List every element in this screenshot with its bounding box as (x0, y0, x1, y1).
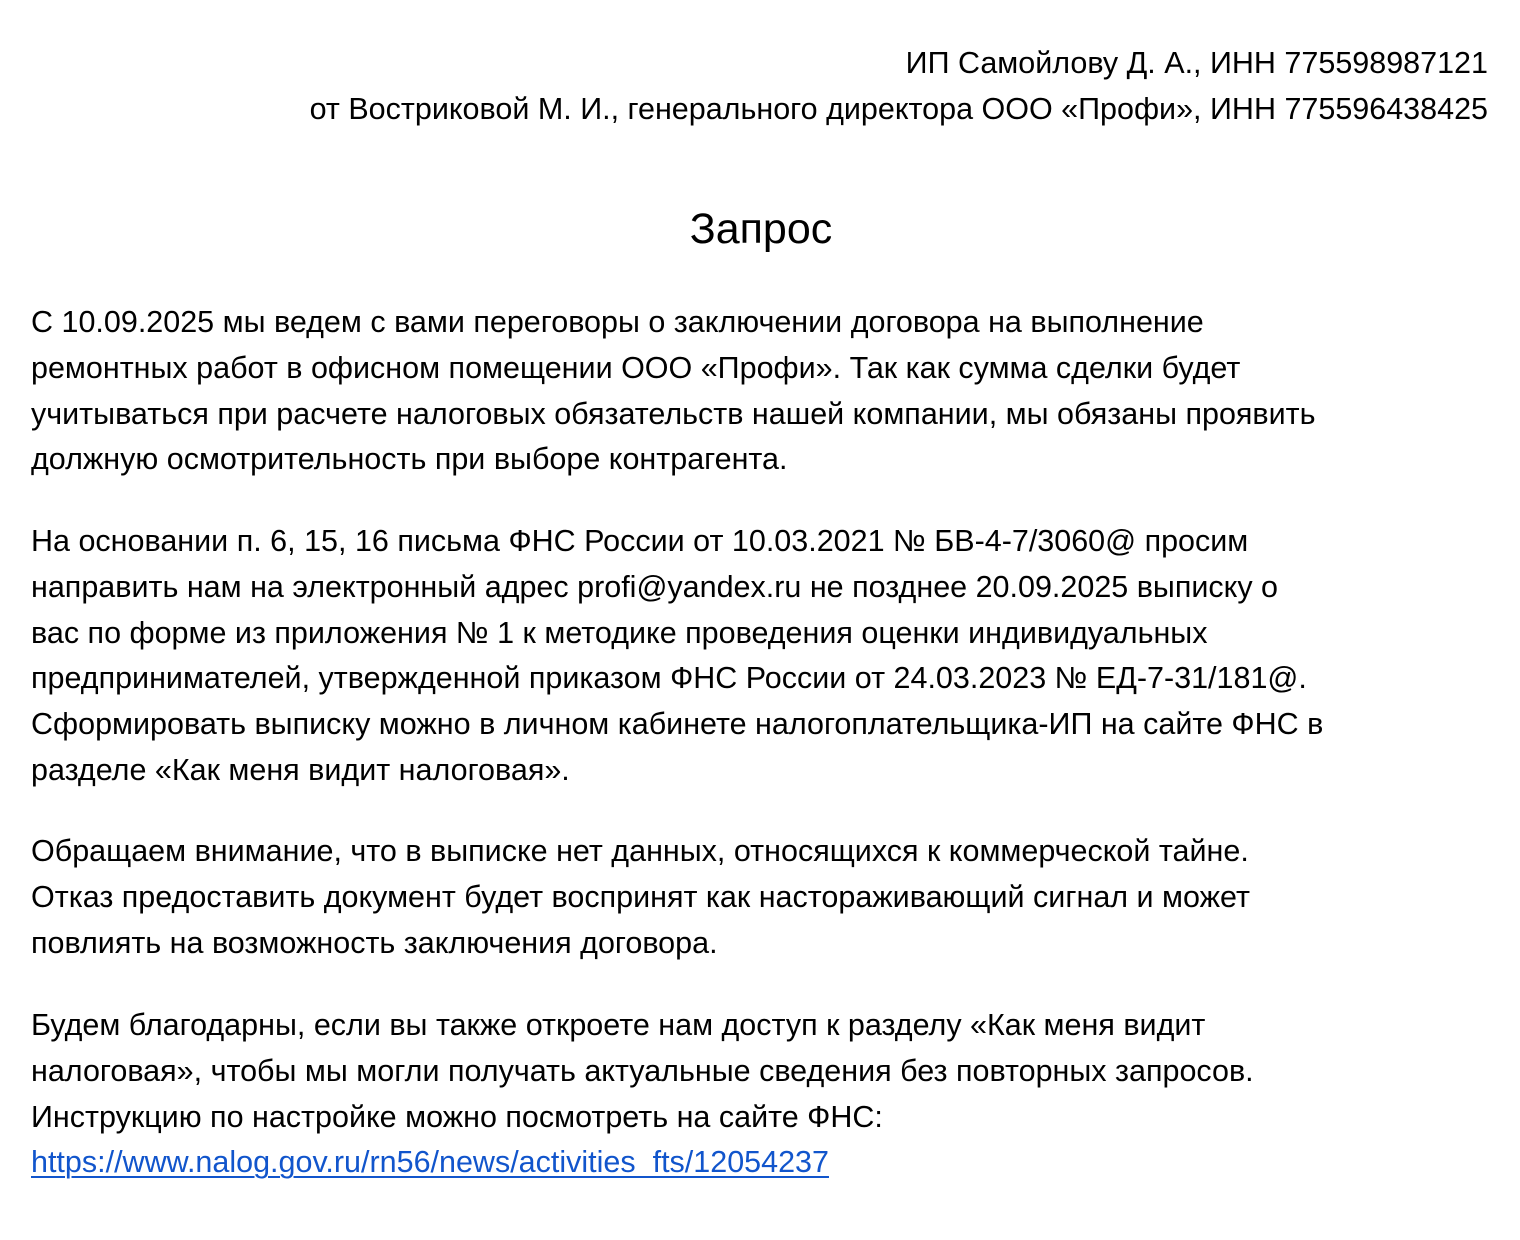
text-line: направить нам на электронный адрес profi@yandex.ru не позднее 20.09.2025 выписку о (31, 569, 1279, 604)
text-line: С 10.09.2025 мы ведем с вами переговоры о заключении договора на выполнение (31, 305, 1204, 339)
text-line: Обращаем внимание, что в выписке нет данных, относящихся к коммерческой тайне. (31, 834, 1249, 868)
sender-line: от Востриковой М. И., генерального директора ООО «Профи», ИНН 775596438425 (309, 92, 1488, 126)
link-line (31, 1140, 1491, 1186)
text-line: должную осмотрительность при выборе контрагента. (31, 442, 788, 477)
recipient-line: ИП Самойлову Д. А., ИНН 775598987121 (905, 46, 1488, 80)
paragraph-request (31, 519, 1491, 794)
text-line: Будем благодарны, если вы также откроете нам доступ к разделу «Как меня видит (31, 1008, 1206, 1042)
text-line: повлиять на возможность заключения договора. (31, 925, 718, 960)
fns-instruction-link[interactable]: https://www.nalog.gov.ru/rn56/news/activities_fts/12054237 (31, 1145, 829, 1180)
text-line: На основании п. 6, 15, 16 письма ФНС России от 10.03.2021 № БВ-4-7/3060@ просим (31, 524, 1249, 558)
text-line: вас по форме из приложения № 1 к методике проведения оценки индивидуальных (31, 615, 1208, 650)
paragraph-access-request (31, 1003, 1491, 1186)
addressee-block (310, 40, 1488, 132)
paragraph-negotiations (31, 300, 1491, 483)
paragraph-warning (31, 829, 1491, 966)
text-line: Отказ предоставить документ будет воспринят как настораживающий сигнал и может (31, 879, 1250, 914)
document-title: Запрос (689, 205, 833, 253)
text-line: налоговая», чтобы мы могли получать актуальные сведения без повторных запросов. (31, 1053, 1254, 1088)
text-line: Сформировать выписку можно в личном кабинете налогоплательщика-ИП на сайте ФНС в (31, 707, 1324, 742)
text-line: предпринимателей, утвержденной приказом ФНС России от 24.03.2023 № ЕД-7-31/181@. (31, 661, 1307, 696)
text-line: ремонтных работ в офисном помещении ООО «Профи». Так как сумма сделки будет (31, 350, 1241, 385)
text-line: Инструкцию по настройке можно посмотреть на сайте ФНС: (31, 1099, 883, 1134)
text-line: разделе «Как меня видит налоговая». (31, 752, 570, 787)
text-line: учитываться при расчете налоговых обязательств нашей компании, мы обязаны проявить (31, 396, 1316, 431)
